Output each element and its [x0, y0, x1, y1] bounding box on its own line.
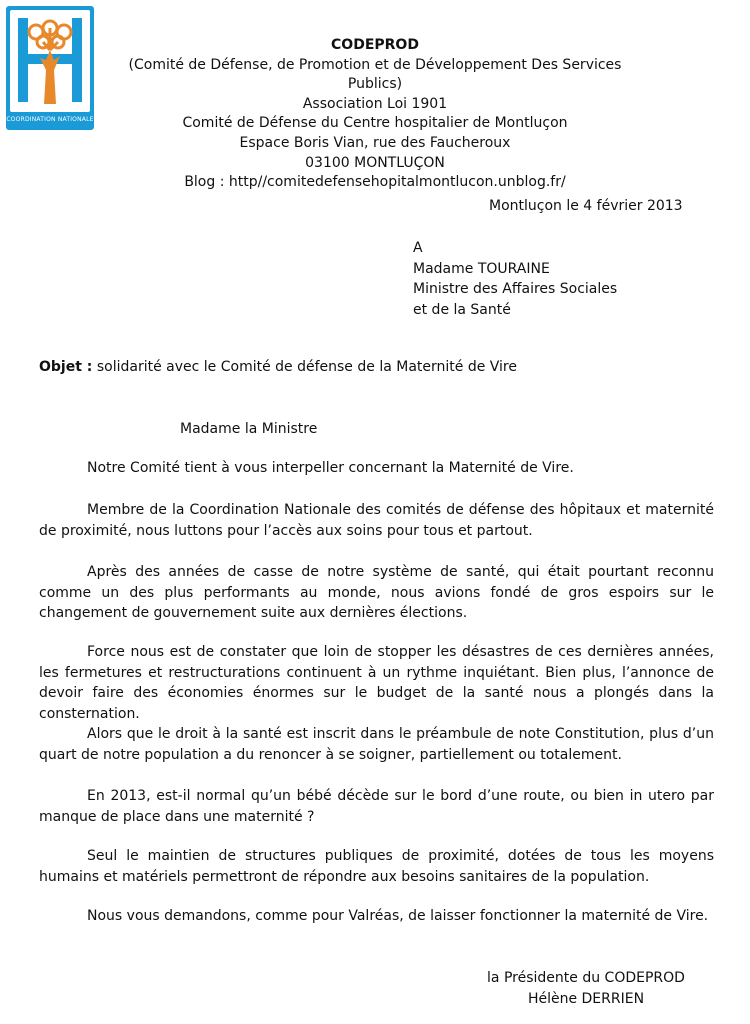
coordination-nationale-logo: [6, 6, 94, 130]
signatory-title: la Présidente du CODEPROD: [487, 970, 685, 986]
body-paragraph: Alors que le droit à la santé est inscrit dans le préambule de note Constitution, plus d’un quart de notre population a du renoncer à se soigner, partiellement ou totalement.: [39, 726, 714, 763]
subject-label: Objet :: [39, 359, 93, 375]
subject-text: solidarité avec le Comité de défense de la Maternité de Vire: [96, 359, 517, 375]
recipient-block: [413, 238, 617, 320]
letter-date: Montluçon le 4 février 2013: [489, 198, 683, 214]
body-paragraph: Nous vous demandons, comme pour Valréas, de laisser fonctionner la maternité de Vire.: [87, 908, 709, 924]
org-name: CODEPROD: [331, 37, 419, 53]
signature-block: [486, 968, 686, 1009]
recipient-line: A: [413, 240, 423, 256]
salutation: Madame la Ministre: [180, 421, 318, 437]
body-paragraph: Membre de la Coordination Nationale des comités de défense des hôpitaux et maternité de proximité, nous luttons pour l’accès aux soins pour tous et partout.: [39, 502, 714, 539]
recipient-line: Madame TOURAINE: [413, 260, 550, 277]
body-paragraph: Notre Comité tient à vous interpeller concernant la Maternité de Vire.: [87, 460, 574, 476]
address-street: Espace Boris Vian, rue des Faucheroux: [239, 134, 511, 151]
body-paragraph: En 2013, est-il normal qu’un bébé décède sur le bord d’une route, ou bien in utero par manque de place dans une maternité ?: [39, 788, 714, 825]
org-full-name: (Comité de Défense, de Promotion et de Développement Des Services Publics): [128, 56, 622, 93]
body-paragraph: Après des années de casse de notre système de santé, qui était pourtant reconnu comme un des plus performants au monde, nous avions fondé de gros espoirs sur le changement de gouvernement suite aux dernières élections.: [39, 564, 714, 622]
recipient-line: Ministre des Affaires Sociales: [413, 281, 618, 297]
committee-name: Comité de Défense du Centre hospitalier de Montluçon: [182, 115, 568, 132]
body-paragraph: Force nous est de constater que loin de stopper les désastres de ces dernières années, les fermetures et restructurations continuent à un rythme inquiétant. Bien plus, l’annonce de devoir faire des économies énormes sur le budget de la santé nous a plongés dans la consternation.: [39, 644, 714, 722]
association-status: Association Loi 1901: [302, 95, 448, 112]
recipient-line: et de la Santé: [413, 301, 511, 318]
tree-emblem-icon: [10, 10, 90, 112]
address-city: 03100 MONTLUÇON: [305, 154, 445, 171]
logo-caption: COORDINATION NATIONALE: [6, 116, 94, 123]
signatory-name: Hélène DERRIEN: [527, 990, 645, 1007]
subject-line: [39, 359, 517, 375]
body-paragraph: Seul le maintien de structures publiques de proximité, dotées de tous les moyens humains et matériels permettront de répondre aux besoins sanitaires de la population.: [39, 848, 714, 885]
letterhead: [100, 36, 650, 193]
blog-link: Blog : http//comitedefensehopitalmontlucon.unblog.fr/: [184, 174, 566, 191]
